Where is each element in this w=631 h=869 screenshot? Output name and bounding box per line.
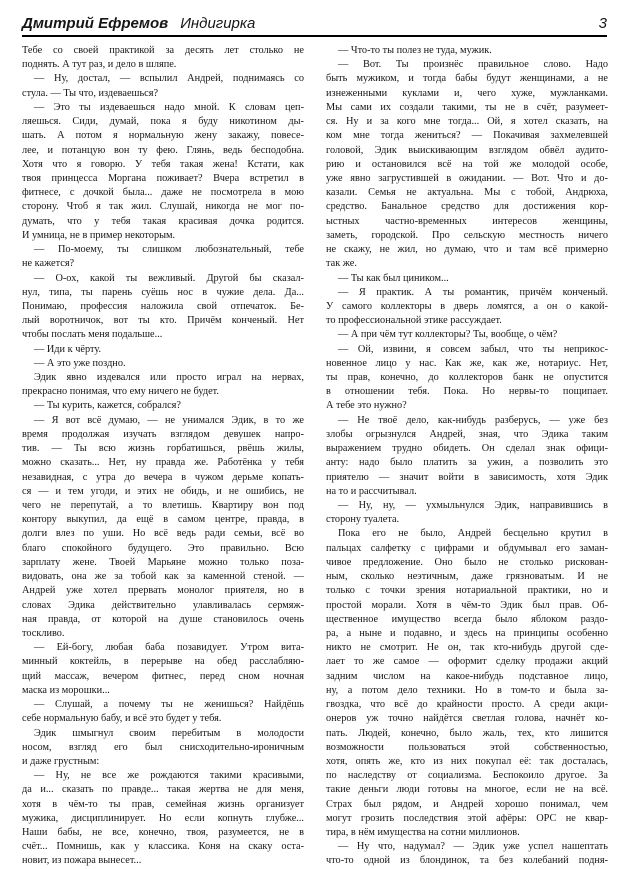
text-line: — Ну, ну, — ухмыльнулся Эдик, направившись в: [338, 500, 608, 511]
text-line: — Ой, извини, я совсем забыл, что ты неприкос-: [338, 343, 608, 355]
text-line: никто не смотрит. Не он, так кто-нибудь другой сде-: [326, 642, 608, 654]
text-line: ная правда, от которой на душе становилось очень: [22, 613, 304, 625]
text-line: пальцах салфетку с цифрами и обдумывал его заман-: [326, 542, 608, 554]
text-line: ра, а ныне и подавно, и здесь на принципы особенно: [326, 627, 608, 639]
text-line: выражением трудно обидеть. Он сделал знак офици-: [326, 443, 608, 455]
text-line: такие деньги люди готовы на многое, если не на всё.: [326, 784, 608, 796]
text-line: ным, сколько неэтичным, даже грязноватым. И не: [326, 571, 608, 583]
text-line: щий массаж, вечером фитнес, перед сном ночная: [22, 670, 304, 682]
text-line: сторону туалета.: [326, 514, 400, 526]
text-line: ком мне тогда жениться? — Покачивая захмелевшей: [326, 130, 608, 142]
text-line: счёт... Помнишь, как у классика. Коня на скаку оста-: [22, 841, 304, 853]
text-line: Тебе со своей практикой за десять лет столько не: [22, 45, 304, 56]
text-line: ыстных частно-временных интересов женщины,: [326, 215, 608, 227]
text-line: лый воротничок, вот ты кто. Причём конченый. Нет: [22, 315, 304, 327]
text-line: зарплату жене. Твоей Марьяне можно только поза-: [22, 556, 304, 568]
text-line: возможности пользоваться этой собственностью,: [326, 741, 608, 753]
text-line: Мы сами их создали такими, ты не в счёт, разумеет-: [326, 101, 608, 113]
text-line: Хотя что я говорю. У тебя такая жена! Кстати, как: [22, 158, 304, 170]
text-line: простой морали. Хотя в чём-то Эдик был прав. Об-: [326, 599, 608, 611]
text-line: тив. — Ты всю жизнь горбатишься, рвёшь жилы,: [22, 443, 304, 455]
text-line: твоя принцесса Моргана поживает? Вчера встретил в: [22, 172, 304, 184]
text-line: маска из морошки...: [22, 684, 110, 696]
text-line: — Ты курить, кажется, собрался?: [34, 400, 181, 412]
text-line: ся — и тем угоди, и этих не обидь, и не ошибись, не: [22, 485, 304, 497]
text-line: онеров уж точно найдётся светлая голова, начнёт ко-: [326, 713, 608, 725]
text-line: стула. — Ты что, издеваешься?: [22, 87, 159, 99]
text-line: Пока его не было, Андрей бесцельно крутил в: [338, 528, 608, 540]
text-line: новенное лицо у нас. Как же, как же, нотариус. Нет,: [326, 357, 608, 369]
text-line: Андрей уже хотел прервать монолог приятеля, но в: [22, 585, 304, 597]
text-line: А тебе это нужно?: [326, 400, 407, 412]
text-line: И умница, не в пример некоторым.: [22, 229, 176, 241]
text-line: думать, что у тебя такая красивая дочка родится.: [22, 215, 304, 227]
text-line: — Слушай, а почему ты не женишься? Найдёшь: [34, 699, 304, 711]
text-line: — А при чём тут коллекторы? Ты, вообще, о чём?: [338, 329, 558, 341]
text-line: анту: надо было платить за ужин, а позволить это: [326, 457, 608, 469]
text-line: — Иди к чёрту.: [34, 343, 102, 355]
text-line: да и... сказать по правде... такая жертва не для меня,: [22, 784, 304, 796]
text-line: — Вот. Ты произнёс правильное слово. Надо: [338, 59, 608, 71]
text-line: чтобы послать меня подальше...: [22, 329, 163, 341]
text-line: на то и рассчитывал.: [326, 485, 417, 497]
text-line: словах Эдика действительно улавливалась сермяж-: [22, 599, 304, 611]
text-line: щественное имущество всегда было яблоком раздо-: [326, 613, 608, 625]
text-line: Эдик шмыгнул своим перебитым в молодости: [34, 727, 304, 739]
text-line: Понимаю, профессия наложила свой отпечаток. Бе-: [22, 300, 304, 312]
text-line: в отношении тебя. Пока. Но нервы-то пощипает.: [326, 386, 608, 398]
text-line: — Ну, достал, — вспылил Андрей, поднимаясь со: [34, 73, 304, 85]
text-line: — Это ты издеваешься надо мной. К словам цеп-: [34, 101, 304, 113]
text-line: пать. Людей, конечно, было жаль, тех, кто лишится: [326, 727, 608, 739]
text-line: — А это уже поздно.: [34, 357, 126, 369]
text-line: только с точки зрения нотариальной практики, но и: [326, 585, 608, 597]
author-name: Дмитрий Ефремов: [22, 15, 169, 32]
text-line: злобы огрызнулся Андрей, зная, что Эдика таким: [326, 428, 608, 440]
text-line: фитнесе, с дочкой была... даже не посмотрела в мою: [22, 187, 304, 199]
text-line: и даже грустным:: [22, 755, 100, 767]
text-line: казали. Семья не актуальна. Мы с тобой, Андрюха,: [326, 187, 608, 199]
text-line: У самого коллекторы в дверь ломятся, а он о какой-: [326, 300, 608, 312]
text-line: поднять. А тут раз, и дело в шляпе.: [22, 59, 177, 71]
running-header: [22, 11, 607, 37]
text-line: рию и остановился всё на той же молодой особе,: [326, 158, 608, 170]
text-line: видовать, она же за тобой как за каменной стеной. —: [22, 571, 304, 583]
text-line: чивое предложение. Оно было не столько рискован-: [326, 556, 608, 568]
text-line: то профессиональной этике рассуждает.: [326, 315, 502, 327]
text-column-right: [326, 44, 608, 869]
text-line: что-то одной из блондинок, та без колебаний подня-: [326, 855, 608, 867]
text-line: время продолжая изучать взглядом девушек напро-: [22, 428, 304, 440]
text-line: — Ей-богу, любая баба позавидует. Утром вита-: [34, 642, 304, 654]
text-line: — О-ох, какой ты вежливый. Другой бы сказал-: [34, 272, 304, 284]
text-line: головой, Эдик выискивающим взглядом обвёл аудито-: [326, 144, 608, 156]
text-line: нул, типа, ты парень суёшь нос в чужие дела. Да...: [22, 286, 304, 298]
text-column-left: [22, 44, 304, 869]
text-line: так же.: [326, 258, 357, 270]
text-line: хотя в чём-то ты прав, семейная жизнь организует: [22, 798, 304, 810]
text-line: ты прав, конечно, до коллекторов банк не опустится: [326, 372, 608, 384]
text-line: — По-моему, ты слишком любознательный, тебе: [34, 244, 304, 256]
text-line: изнеженными куклами и, чего хуже, мужланками.: [326, 87, 608, 99]
text-line: лает то же самое — оформит сделку продажи акций: [326, 656, 608, 668]
text-line: чего не перепутай, а то влетишь. Квартиру вон под: [22, 500, 304, 511]
text-line: долги влез по уши. Но всё ведь ради семьи, всё во: [22, 528, 304, 540]
text-line: задним числом на какое-нибудь подставное лицо,: [326, 670, 608, 682]
text-line: ляешься. Сиди, думай, пока я буду никотином ды-: [22, 116, 304, 128]
text-line: прекрасно понимая, что ему ничего не будет.: [22, 386, 219, 398]
text-line: — Не твоё дело, как-нибудь разберусь, — уже без: [338, 414, 608, 426]
text-line: могут грозить последствия этой афёры: ОРС не квар-: [326, 812, 608, 824]
text-line: ну, а потом дело техники. Но в том-то и была за-: [326, 684, 608, 696]
text-line: Страх был рядом, и Андрей хорошо понимал, чем: [326, 798, 608, 810]
text-line: Наши бабы, не все, конечно, твоя, разумеется, не в: [22, 827, 304, 839]
text-line: средство. Банальное средство для достижения кор-: [326, 201, 608, 213]
text-line: ся. Ну и за кого мне тогда... Ой, я хотел сказать, на: [326, 116, 608, 128]
text-line: благо спокойного будущего. Это правильно. Всю: [22, 542, 304, 554]
text-line: сторону. Чтоб я так жил. Слушай, никогда не мог по-: [22, 201, 304, 213]
text-line: уже явно загрустившей в ожидании. — Вот. Что и до-: [326, 172, 608, 184]
text-line: — Ну что, надумал? — Эдик уже успел нашептать: [338, 841, 608, 853]
text-line: — Я вот всё думаю, — не унимался Эдик, в то же: [34, 414, 304, 426]
text-line: быть мужиком, и тогда бабы будут женщинами, а не: [326, 73, 608, 85]
text-line: не кажется?: [22, 258, 75, 270]
text-line: минный коктейль, в перерыве на обед расслабляю-: [22, 656, 304, 668]
text-line: — Ну, не все же рождаются такими красивыми,: [34, 770, 304, 782]
text-line: — Что-то ты полез не туда, мужик.: [338, 45, 492, 56]
text-line: — Ты как был циником...: [338, 272, 449, 284]
text-line: можно сказать... Нет, ну правда же. Работёнка у тебя: [22, 457, 304, 469]
text-line: тира, в нём имущества на сотни миллионов.: [326, 827, 520, 839]
text-line: не скажу, не жил, но думаю, что и там всё примерно: [326, 244, 608, 256]
text-line: по наследству от социализма. Беспокоило другое. За: [326, 770, 608, 782]
text-line: новит, из пожара вынесет...: [22, 855, 142, 867]
text-line: тоскливо.: [22, 627, 65, 639]
page-number: 3: [598, 15, 607, 32]
text-line: — Я практик. А ты романтик, причём конченый.: [338, 286, 608, 298]
text-line: гвоздка, что всё до крайности просто. А среди акци-: [326, 699, 608, 711]
text-line: заметь, городской. Про сельскую местность ничего: [326, 229, 608, 241]
text-line: приятелю — значит войти в зависимость, хотя Эдик: [326, 471, 608, 483]
text-line: мужика, дисциплинирует. Но если копнуть глубже...: [22, 812, 304, 824]
text-line: шать. А потом я нормальную жену закажу, повесе-: [22, 130, 304, 142]
text-line: носом, взгляд его был снисходительно-ироничным: [22, 741, 304, 753]
text-line: себе нормальную бабу, и всё это будет у тебя.: [22, 713, 222, 725]
text-line: хотя, опять же, кто из них покупал её: так досталась,: [326, 755, 608, 767]
text-line: незавидная, с утра до вечера в чужом дерьме копать-: [22, 471, 304, 483]
text-line: лее, и потанцую вон ту фею. Глянь, ведь бесподобна.: [22, 144, 304, 156]
book-title: Индигирка: [180, 15, 256, 32]
text-line: контору выкупил, да ещё в самом центре, правда, в: [22, 514, 304, 526]
text-line: Эдик явно издевался или просто играл на нервах,: [34, 372, 304, 384]
